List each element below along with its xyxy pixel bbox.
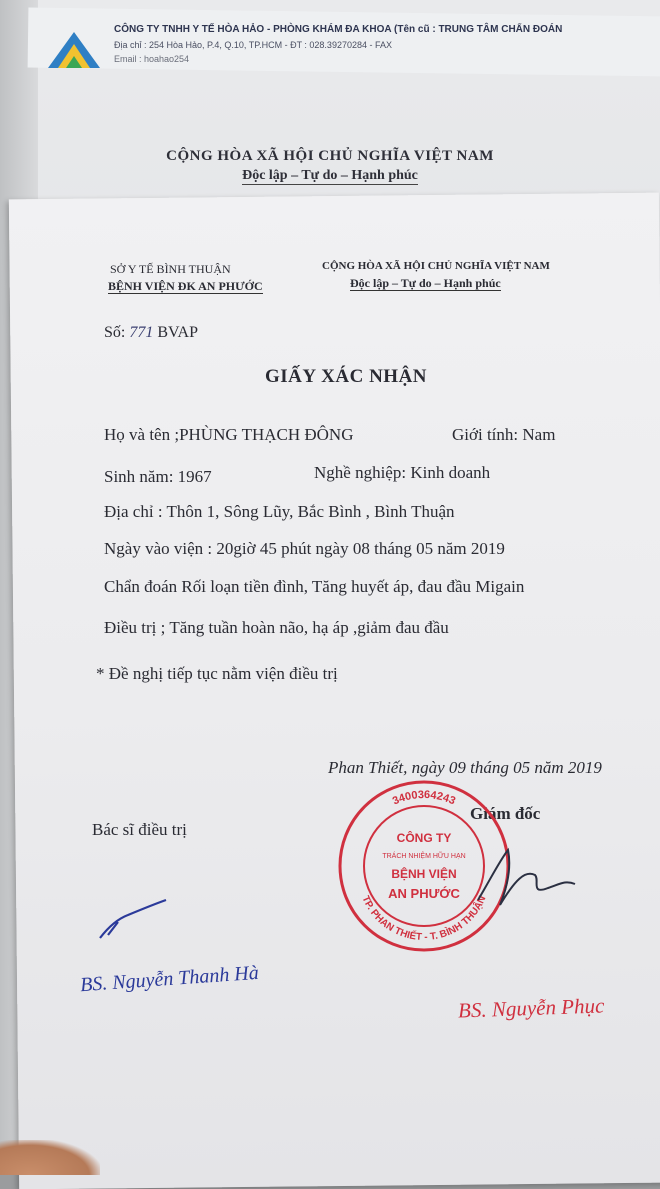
hospital-stamp	[336, 778, 512, 954]
letterhead-address: Địa chỉ : 254 Hòa Hảo, P.4, Q.10, TP.HCM - ĐT : 028.39270284 - FAX	[114, 40, 392, 50]
org-hospital	[108, 279, 263, 294]
finger-edge	[0, 1140, 100, 1175]
outer-motto-line1: CỘNG HÒA XÃ HỘI CHỦ NGHĨA VIỆT NAM	[166, 148, 494, 164]
director-label: Giám đốc	[470, 804, 541, 823]
place-date: Phan Thiết, ngày 09 tháng 05 năm 2019	[328, 758, 602, 777]
number-label: Số:	[104, 324, 126, 341]
recommendation: * Đề nghị tiếp tục nằm viện điều trị	[96, 664, 338, 683]
number-suffix: BVAP	[157, 324, 198, 341]
patient-birth-year: Sinh năm: 1967	[104, 467, 212, 486]
diagnosis: Chẩn đoán Rối loạn tiền đình, Tăng huyết áp, đau đầu Migain	[104, 577, 525, 596]
doctor-label: Bác sĩ điều trị	[92, 820, 187, 839]
document-number	[104, 324, 198, 342]
republic-line2	[350, 276, 501, 291]
outer-motto-text: Độc lập – Tự do – Hạnh phúc	[242, 168, 418, 183]
patient-occupation: Nghề nghiệp: Kinh doanh	[314, 463, 491, 482]
number-value: 771	[129, 324, 154, 341]
patient-fullname: Họ và tên ;PHÙNG THẠCH ĐÔNG	[104, 425, 354, 444]
treatment: Điều trị ; Tăng tuần hoàn não, hạ áp ,giảm đau đầu	[104, 618, 449, 637]
document-title: GIẤY XÁC NHẬN	[265, 366, 428, 387]
confirmation-paper	[9, 193, 660, 1189]
stamp-ring-text: TP. PHAN THIẾT - T. BÌNH THUẬN	[359, 894, 489, 944]
republic-line2-text: Độc lập – Tự do – Hạnh phúc	[350, 276, 501, 290]
svg-text:3400364243	[391, 789, 457, 808]
clinic-logo-icon	[44, 28, 104, 70]
patient-address: Địa chỉ : Thôn 1, Sông Lũy, Bắc Bình , Bình Thuận	[104, 502, 455, 521]
org-department: SỞ Y TẾ BÌNH THUẬN	[110, 262, 231, 276]
stamp-center-line2: TRÁCH NHIỆM HỮU HẠN	[382, 853, 466, 860]
admission-time: Ngày vào viện : 20giờ 45 phút ngày 08 tháng 05 năm 2019	[104, 539, 505, 558]
republic-line1: CỘNG HÒA XÃ HỘI CHỦ NGHĨA VIỆT NAM	[322, 260, 550, 272]
patient-gender: Giới tính: Nam	[452, 425, 556, 444]
stamp-center-line1: CÔNG TY	[396, 831, 452, 845]
stamp-tax-code: 3400364243	[390, 788, 458, 808]
outer-motto-line2	[0, 168, 660, 184]
stamp-center-line4: AN PHƯỚC	[388, 886, 460, 901]
org-hospital-text: BỆNH VIỆN ĐK AN PHƯỚC	[108, 279, 263, 293]
director-signature: BS. Nguyễn Phục	[457, 993, 605, 1023]
letterhead-email: Email : hoahao254	[114, 54, 190, 64]
letterhead-company: CÔNG TY TNHH Y TẾ HÒA HẢO - PHÒNG KHÁM ĐA KHOA (Tên cũ : TRUNG TÂM CHẨN ĐOÁN	[114, 24, 563, 35]
doctor-signature: BS. Nguyễn Thanh Hà	[79, 961, 260, 997]
stamp-center-line3: BỆNH VIỆN	[391, 867, 457, 881]
